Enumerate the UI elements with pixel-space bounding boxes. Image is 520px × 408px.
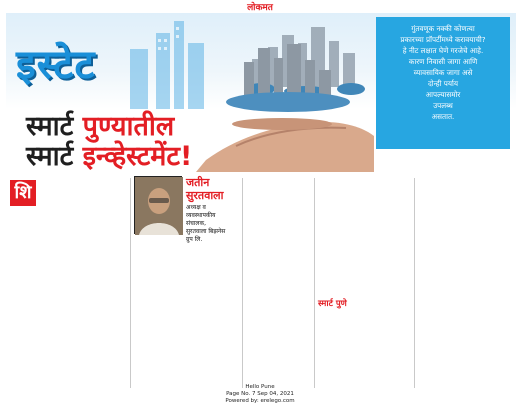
article-text-line — [418, 264, 514, 272]
article-text-line — [318, 210, 410, 218]
author-name: जतीन सुरतवाला — [186, 176, 224, 202]
article-text-line — [134, 375, 238, 383]
footer-page-date: Page No. 7 Sep 04, 2021 — [226, 391, 294, 397]
article-text-line — [318, 255, 410, 263]
article-text-line — [40, 178, 126, 186]
kicker-line: हे नीट लक्षात घेणे गरजेचे आहे. — [402, 46, 484, 55]
headline-line-2: स्मार्ट इन्व्हेस्टमेंट! — [26, 141, 193, 172]
article-text-line — [246, 331, 312, 339]
article-text-line — [40, 331, 126, 339]
masthead — [0, 0, 520, 13]
article-text-line — [246, 367, 312, 375]
article-text-line — [246, 313, 312, 321]
article-text-line — [418, 255, 514, 263]
article-text-line — [318, 318, 410, 326]
kicker-line: गुंतवणूक नक्की कोणत्या — [411, 24, 475, 33]
article-text-line — [418, 327, 514, 335]
article-text-line — [40, 295, 126, 303]
article-text-line — [318, 228, 410, 236]
kicker-line: व्यावसायिक जागा असे — [413, 68, 473, 77]
article-text-line — [134, 339, 238, 347]
article-text-line — [246, 322, 312, 330]
article-text-line — [40, 205, 126, 213]
article-text-line — [318, 345, 410, 353]
article-text-line — [134, 285, 238, 293]
article-text-line — [134, 357, 238, 365]
article-text-line — [418, 345, 514, 353]
article-text-line — [246, 277, 312, 285]
article-text-line — [40, 286, 126, 294]
article-text-line — [40, 322, 126, 330]
article-text-line — [134, 321, 238, 329]
column-divider — [242, 178, 243, 388]
article-text-line — [40, 259, 126, 267]
article-text-line — [40, 268, 126, 276]
article-text-line — [418, 228, 514, 236]
article-text-line — [246, 196, 312, 204]
article-text-line — [246, 259, 312, 267]
column-divider — [130, 178, 131, 388]
column-divider — [414, 178, 415, 388]
section-title: इस्टेट — [16, 42, 96, 88]
kicker-line: दोन्ही पर्याय — [427, 79, 459, 88]
article-text-line — [246, 223, 312, 231]
article-text-line — [246, 340, 312, 348]
article-text-line — [134, 267, 238, 275]
article-column-5 — [418, 210, 514, 408]
article-text-line — [318, 219, 410, 227]
article-text-line — [418, 282, 514, 290]
article-text-line — [418, 336, 514, 344]
article-text-line — [318, 327, 410, 335]
article-text-line — [40, 223, 126, 231]
article-text-line — [134, 312, 238, 320]
article-text-line — [246, 349, 312, 357]
dropcap: शि — [10, 180, 36, 206]
article-text-line — [246, 232, 312, 240]
article-text-line — [134, 303, 238, 311]
article-text-line — [134, 276, 238, 284]
footer-edition: Hello Pune — [245, 384, 275, 390]
article-text-line — [418, 219, 514, 227]
article-subhead: स्मार्ट पुणे — [318, 299, 347, 309]
article-text-line — [418, 291, 514, 299]
article-text-line — [318, 309, 410, 317]
article-text-line — [134, 348, 238, 356]
article-text-line — [318, 264, 410, 272]
article-text-line — [40, 349, 126, 357]
article-text-line — [40, 187, 126, 195]
article-text-line — [318, 363, 410, 371]
article-column-3 — [246, 178, 312, 376]
article-text-line — [418, 354, 514, 362]
article-text-line — [40, 277, 126, 285]
article-text-line — [134, 294, 238, 302]
hand-city-illustration — [196, 42, 376, 172]
article-text-line — [246, 295, 312, 303]
article-text-line — [246, 286, 312, 294]
article-text-line — [418, 363, 514, 371]
article-text-line — [40, 214, 126, 222]
article-text-line — [418, 237, 514, 245]
article-text-line — [318, 336, 410, 344]
page-footer — [0, 384, 520, 405]
article-text-line — [418, 318, 514, 326]
article-text-line — [246, 187, 312, 195]
article-text-line — [418, 246, 514, 254]
article-text-line — [40, 241, 126, 249]
lokmat-logo — [236, 1, 284, 12]
article-text-line — [318, 282, 410, 290]
article-text-line — [246, 268, 312, 276]
article-text-line — [246, 250, 312, 258]
headline — [26, 112, 192, 172]
article-text-line — [318, 246, 410, 254]
article-text-line — [246, 241, 312, 249]
article-column-2 — [134, 240, 238, 393]
article-text-line — [318, 273, 410, 281]
article-text-line — [246, 304, 312, 312]
kicker-line: उपलब्ध — [433, 101, 453, 110]
article-text-line — [134, 366, 238, 374]
author-designation: अध्यक्ष व व्यवस्थापकीय संचालक, सुरतवाला बिझनेस ग्रुप लि. — [186, 204, 226, 243]
author-photo — [134, 176, 182, 234]
article-text-line — [40, 250, 126, 258]
kicker-line: प्रकारच्या प्रॉपर्टीमध्ये करावयाची? — [400, 35, 486, 44]
headline-line-1: स्मार्ट पुण्यातील — [26, 111, 175, 142]
article-text-line — [418, 210, 514, 218]
article-text-line — [40, 232, 126, 240]
article-text-line — [40, 196, 126, 204]
svg-text:लोकमत: लोकमत — [247, 3, 273, 13]
footer-powered-by: Powered by: erelego.com — [225, 398, 295, 404]
article-text-line — [318, 354, 410, 362]
article-text-line — [418, 273, 514, 281]
kicker-line: कारण निवासी जागा आणि — [408, 57, 478, 66]
article-text-line — [246, 214, 312, 222]
article-text-line — [40, 304, 126, 312]
column-divider — [314, 178, 315, 388]
article-text-line — [418, 372, 514, 380]
kicker-line: असतात. — [431, 112, 455, 121]
article-text-line — [40, 358, 126, 366]
article-text-line — [134, 330, 238, 338]
article-text-line — [418, 309, 514, 317]
article-text-line — [40, 340, 126, 348]
article-text-line — [318, 237, 410, 245]
article-text-line — [246, 358, 312, 366]
article-column-1 — [40, 178, 126, 367]
article-text-line — [318, 372, 410, 380]
kicker-line: आपल्यासमोर — [425, 90, 461, 99]
article-text-line — [246, 178, 312, 186]
article-text-line — [134, 240, 238, 248]
article-text-line — [246, 205, 312, 213]
article-text-line — [418, 300, 514, 308]
kicker-box — [376, 17, 510, 149]
article-text-line — [134, 258, 238, 266]
article-text-line — [134, 249, 238, 257]
article-text-line — [40, 313, 126, 321]
